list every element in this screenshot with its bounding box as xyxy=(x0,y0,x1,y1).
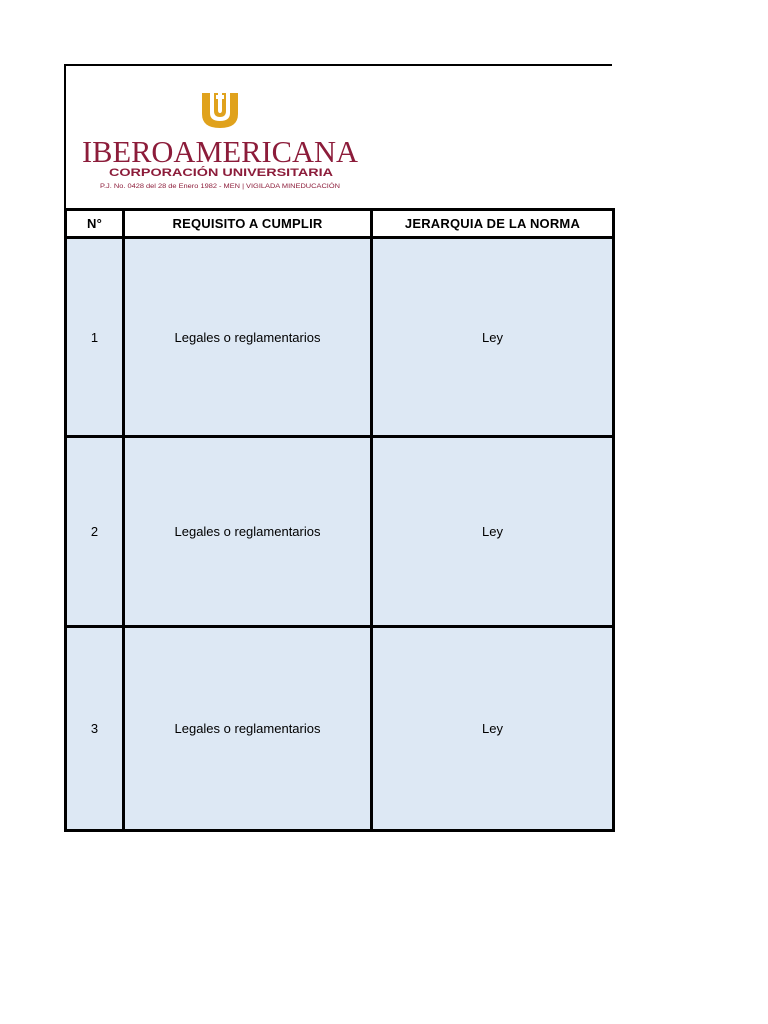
cell-hierarchy: Ley xyxy=(372,437,614,627)
cell-requirement: Legales o reglamentarios xyxy=(124,627,372,831)
cell-requirement: Legales o reglamentarios xyxy=(124,238,372,437)
university-logo xyxy=(66,66,374,208)
cell-number: 2 xyxy=(66,437,124,627)
header-requirement: REQUISITO A CUMPLIR xyxy=(124,210,372,238)
spreadsheet-page xyxy=(64,64,612,832)
iberoamericana-logo-icon xyxy=(66,66,374,208)
table-row xyxy=(66,627,614,831)
emblem-icon xyxy=(202,93,238,128)
header-area xyxy=(64,64,612,208)
cell-number: 1 xyxy=(66,238,124,437)
cell-hierarchy: Ley xyxy=(372,627,614,831)
table-header-row xyxy=(66,210,614,238)
header-number: N° xyxy=(66,210,124,238)
table-row xyxy=(66,238,614,437)
requirements-table xyxy=(64,208,615,832)
cell-hierarchy: Ley xyxy=(372,238,614,437)
cell-number: 3 xyxy=(66,627,124,831)
cell-requirement: Legales o reglamentarios xyxy=(124,437,372,627)
svg-text:IBEROAMERICANA: IBEROAMERICANA xyxy=(82,134,359,169)
header-hierarchy: JERARQUIA DE LA NORMA xyxy=(372,210,614,238)
svg-text:P.J. No. 0428 del 28 de Enero: P.J. No. 0428 del 28 de Enero 1982 - MEN | VIGILADA MINEDUCACIÓN xyxy=(100,183,311,190)
svg-text:CORPORACIÓN UNIVERSITARIA: CORPORACIÓN UNIVERSITARIA xyxy=(109,167,281,179)
table-row xyxy=(66,437,614,627)
